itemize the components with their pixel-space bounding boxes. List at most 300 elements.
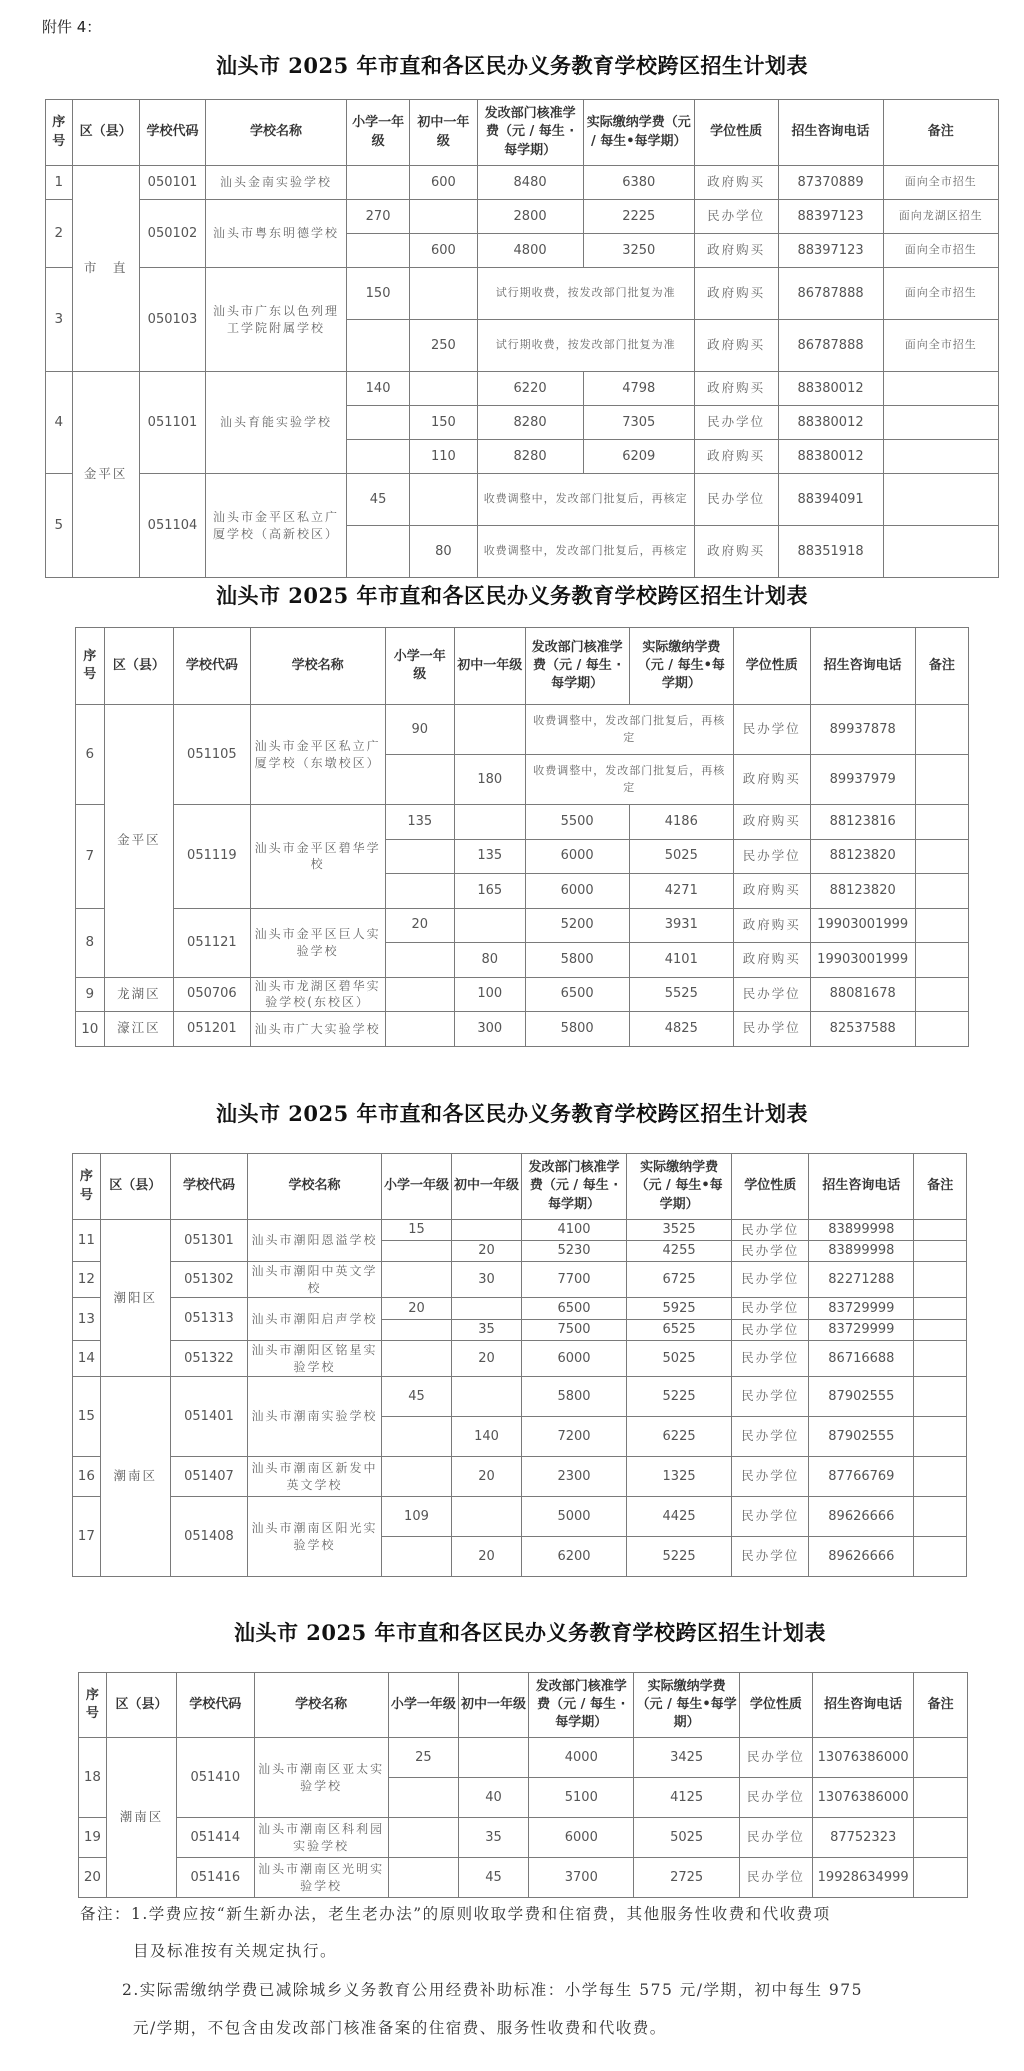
approved-fee-cell: 3700 [529,1858,634,1898]
phone-cell: 87766769 [809,1457,914,1497]
junior-quota-cell: 165 [455,874,526,909]
primary-quota-cell [385,874,454,909]
primary-quota-cell: 20 [381,1298,451,1320]
nature-cell: 民办学位 [732,1417,809,1457]
junior-quota-cell: 110 [410,440,477,474]
seq-cell: 10 [76,1012,105,1047]
primary-quota-cell: 135 [385,805,454,840]
remark-cell [915,839,968,874]
nature-cell: 政府购买 [733,755,810,805]
school-name-cell: 汕头市潮南区科利园实验学校 [254,1818,388,1858]
approved-fee-cell: 6000 [525,874,629,909]
phone-cell: 82271288 [809,1262,914,1298]
approved-fee-cell: 8480 [477,166,583,200]
header-primary: 小学一年级 [346,100,409,166]
remark-cell: 面向全市招生 [883,234,998,268]
fee-note-cell: 收费调整中，发改部门批复后，再核定 [525,705,733,755]
actual-fee-cell: 4425 [627,1497,732,1537]
remark-cell [915,705,968,755]
actual-fee-cell: 5025 [634,1818,739,1858]
primary-quota-cell: 45 [346,474,409,526]
school-code-cell: 051408 [170,1497,247,1577]
actual-fee-cell: 4271 [629,874,733,909]
junior-quota-cell: 600 [410,166,477,200]
junior-quota-cell: 80 [455,943,526,978]
header-junior: 初中一年级 [458,1673,528,1738]
school-name-cell: 汕头市龙湖区碧华实验学校(东校区） [250,977,385,1012]
phone-cell: 19903001999 [810,908,915,943]
header-actual-fee: 实际缴纳学费（元 / 每生•每学期） [583,100,694,166]
seq-cell: 14 [73,1341,101,1377]
nature-cell: 政府购买 [694,440,778,474]
remark-cell [914,1262,967,1298]
approved-fee-cell: 7200 [522,1417,627,1457]
table-row [79,1738,968,1778]
phone-cell: 86787888 [778,268,883,320]
phone-cell: 87370889 [778,166,883,200]
actual-fee-cell: 2725 [634,1858,739,1898]
junior-quota-cell: 300 [455,1012,526,1047]
footnote-line-2: 目及标准按有关规定执行。 [133,1942,338,1960]
footnote-line-3: 2.实际需缴纳学费已减除城乡义务教育公用经费补助标准：小学每生 575 元/学期，初中每生 975 [122,1981,863,1999]
phone-cell: 83899998 [809,1241,914,1262]
header-name: 学校名称 [248,1154,382,1220]
school-code-cell: 050103 [139,268,205,372]
table-row [76,705,969,755]
phone-cell: 88081678 [810,977,915,1012]
remark-cell [883,406,998,440]
nature-cell: 政府购买 [694,166,778,200]
header-nature: 学位性质 [739,1673,812,1738]
phone-cell: 88397123 [778,234,883,268]
school-name-cell: 汕头市潮南区新发中英文学校 [248,1457,382,1497]
remark-cell: 面向全市招生 [883,320,998,372]
nature-cell: 政府购买 [733,805,810,840]
school-code-cell: 051201 [174,1012,251,1047]
primary-quota-cell [388,1858,458,1898]
header-primary: 小学一年级 [385,628,454,705]
table-title-1: 汕头市 2025 年市直和各区民办义务教育学校跨区招生计划表 [215,53,809,78]
school-name-cell: 汕头市金平区私立广厦学校（高新校区） [206,474,347,578]
district-cell: 潮阳区 [100,1220,170,1377]
approved-fee-cell: 5100 [529,1778,634,1818]
nature-cell: 民办学位 [739,1738,812,1778]
actual-fee-cell: 6225 [627,1417,732,1457]
nature-cell: 民办学位 [732,1497,809,1537]
header-row [46,100,999,166]
approved-fee-cell: 6000 [522,1341,627,1377]
actual-fee-cell: 4255 [627,1241,732,1262]
school-name-cell: 汕头市潮南区亚太实验学校 [254,1738,388,1818]
primary-quota-cell [385,839,454,874]
remark-cell: 面向龙湖区招生 [883,200,998,234]
remark-cell [914,1298,967,1320]
header-junior: 初中一年级 [410,100,477,166]
fee-note-cell: 收费调整中，发改部门批复后，再核定 [477,474,694,526]
school-name-cell: 汕头育能实验学校 [206,372,347,474]
seq-cell: 2 [46,200,73,268]
remark-cell [914,1497,967,1537]
junior-quota-cell: 35 [451,1320,521,1341]
seq-cell: 7 [76,805,105,909]
header-remark: 备注 [915,628,968,705]
header-name: 学校名称 [206,100,347,166]
primary-quota-cell [385,755,454,805]
header-primary: 小学一年级 [381,1154,451,1220]
remark-cell [914,1417,967,1457]
junior-quota-cell [451,1377,521,1417]
school-name-cell: 汕头市广大实验学校 [250,1012,385,1047]
school-code-cell: 051301 [170,1220,247,1262]
phone-cell: 88123820 [810,874,915,909]
nature-cell: 民办学位 [732,1262,809,1298]
district-cell: 金平区 [104,705,173,978]
school-code-cell: 051414 [177,1818,254,1858]
district-cell: 龙湖区 [104,977,173,1012]
seq-cell: 13 [73,1298,101,1341]
junior-quota-cell: 30 [451,1262,521,1298]
actual-fee-cell: 6380 [583,166,694,200]
remark-cell [914,1858,968,1898]
phone-cell: 89626666 [809,1537,914,1577]
primary-quota-cell [381,1417,451,1457]
actual-fee-cell: 4125 [634,1778,739,1818]
header-phone: 招生咨询电话 [813,1673,914,1738]
primary-quota-cell: 90 [385,705,454,755]
approved-fee-cell: 4000 [529,1738,634,1778]
phone-cell: 88123820 [810,839,915,874]
actual-fee-cell: 2225 [583,200,694,234]
remark-cell [883,526,998,578]
remark-cell [883,474,998,526]
school-name-cell: 汕头市潮阳区铭星实验学校 [248,1341,382,1377]
junior-quota-cell: 80 [410,526,477,578]
nature-cell: 民办学位 [732,1537,809,1577]
primary-quota-cell [381,1457,451,1497]
approved-fee-cell: 8280 [477,440,583,474]
table-row [73,1497,967,1537]
school-code-cell: 051410 [177,1738,254,1818]
primary-quota-cell [346,320,409,372]
junior-quota-cell [451,1298,521,1320]
actual-fee-cell: 5525 [629,977,733,1012]
remark-cell: 面向全市招生 [883,166,998,200]
table-row [76,977,969,1012]
junior-quota-cell: 600 [410,234,477,268]
junior-quota-cell [410,268,477,320]
table-row [46,200,999,234]
nature-cell: 民办学位 [733,977,810,1012]
phone-cell: 87902555 [809,1377,914,1417]
approved-fee-cell: 4800 [477,234,583,268]
junior-quota-cell: 20 [451,1537,521,1577]
primary-quota-cell [381,1341,451,1377]
table-row [46,166,999,200]
district-cell: 濠江区 [104,1012,173,1047]
phone-cell: 83899998 [809,1220,914,1241]
school-code-cell: 050102 [139,200,205,268]
nature-cell: 民办学位 [732,1377,809,1417]
header-primary: 小学一年级 [388,1673,458,1738]
remark-cell [915,977,968,1012]
table-row [73,1377,967,1417]
school-name-cell: 汕头市潮阳中英文学校 [248,1262,382,1298]
primary-quota-cell [388,1778,458,1818]
table-title-3: 汕头市 2025 年市直和各区民办义务教育学校跨区招生计划表 [215,1101,809,1126]
primary-quota-cell: 45 [381,1377,451,1417]
table-row [73,1220,967,1241]
header-junior: 初中一年级 [455,628,526,705]
header-phone: 招生咨询电话 [778,100,883,166]
enrollment-table-4 [78,1672,968,1898]
nature-cell: 政府购买 [694,268,778,320]
junior-quota-cell: 140 [451,1417,521,1457]
primary-quota-cell [385,1012,454,1047]
remark-cell [914,1320,967,1341]
nature-cell: 民办学位 [732,1241,809,1262]
header-phone: 招生咨询电话 [810,628,915,705]
primary-quota-cell [346,166,409,200]
header-seq: 序号 [46,100,73,166]
school-name-cell: 汕头市金平区私立广厦学校（东墩校区） [250,705,385,805]
phone-cell: 88123816 [810,805,915,840]
junior-quota-cell: 45 [458,1858,528,1898]
header-row [76,628,969,705]
approved-fee-cell: 6220 [477,372,583,406]
nature-cell: 政府购买 [694,372,778,406]
header-code: 学校代码 [177,1673,254,1738]
nature-cell: 民办学位 [732,1298,809,1320]
school-code-cell: 051407 [170,1457,247,1497]
table-row [73,1457,967,1497]
seq-cell: 11 [73,1220,101,1262]
footnote-line-1: 备注：1.学费应按“新生新办法，老生老办法”的原则收取学费和住宿费，其他服务性收费和代收费项 [80,1905,831,1923]
remark-cell [915,1012,968,1047]
nature-cell: 政府购买 [733,874,810,909]
primary-quota-cell [381,1241,451,1262]
district-cell: 金平区 [72,372,139,578]
nature-cell: 民办学位 [732,1341,809,1377]
approved-fee-cell: 4100 [522,1220,627,1241]
phone-cell: 88351918 [778,526,883,578]
table-row [76,805,969,840]
approved-fee-cell: 5000 [522,1497,627,1537]
school-name-cell: 汕头市广东以色列理工学院附属学校 [206,268,347,372]
district-cell: 市 直 [72,166,139,372]
table-row [76,1012,969,1047]
header-code: 学校代码 [174,628,251,705]
actual-fee-cell: 6725 [627,1262,732,1298]
fee-note-cell: 收费调整中，发改部门批复后，再核定 [525,755,733,805]
header-approved-fee: 发改部门核准学费（元 / 每生 · 每学期） [525,628,629,705]
primary-quota-cell: 15 [381,1220,451,1241]
junior-quota-cell [451,1497,521,1537]
remark-cell [914,1241,967,1262]
school-code-cell: 050101 [139,166,205,200]
phone-cell: 87752323 [813,1818,914,1858]
junior-quota-cell: 20 [451,1457,521,1497]
header-district: 区（县） [104,628,173,705]
seq-cell: 8 [76,908,105,977]
seq-cell: 12 [73,1262,101,1298]
phone-cell: 87902555 [809,1417,914,1457]
fee-note-cell: 收费调整中，发改部门批复后，再核定 [477,526,694,578]
table-row [79,1818,968,1858]
table-row [73,1298,967,1320]
phone-cell: 19903001999 [810,943,915,978]
actual-fee-cell: 3425 [634,1738,739,1778]
phone-cell: 88394091 [778,474,883,526]
header-approved-fee: 发改部门核准学费（元 / 每生 · 每学期） [477,100,583,166]
primary-quota-cell: 25 [388,1738,458,1778]
enrollment-table-3 [72,1153,967,1577]
phone-cell: 83729999 [809,1320,914,1341]
primary-quota-cell: 150 [346,268,409,320]
approved-fee-cell: 7700 [522,1262,627,1298]
actual-fee-cell: 5025 [629,839,733,874]
primary-quota-cell [346,406,409,440]
table-row [79,1858,968,1898]
nature-cell: 政府购买 [733,943,810,978]
school-name-cell: 汕头市潮南区阳光实验学校 [248,1497,382,1577]
remark-cell [915,874,968,909]
header-seq: 序号 [76,628,105,705]
approved-fee-cell: 7500 [522,1320,627,1341]
actual-fee-cell: 5225 [627,1537,732,1577]
remark-cell [915,908,968,943]
actual-fee-cell: 3250 [583,234,694,268]
approved-fee-cell: 8280 [477,406,583,440]
phone-cell: 88380012 [778,440,883,474]
nature-cell: 民办学位 [694,406,778,440]
actual-fee-cell: 4798 [583,372,694,406]
table-title-4: 汕头市 2025 年市直和各区民办义务教育学校跨区招生计划表 [233,1620,827,1645]
table-row [73,1262,967,1298]
header-nature: 学位性质 [733,628,810,705]
junior-quota-cell: 20 [451,1341,521,1377]
approved-fee-cell: 6500 [525,977,629,1012]
nature-cell: 民办学位 [733,705,810,755]
seq-cell: 18 [79,1738,107,1818]
actual-fee-cell: 5025 [627,1341,732,1377]
junior-quota-cell: 180 [455,755,526,805]
header-remark: 备注 [914,1673,968,1738]
junior-quota-cell: 135 [455,839,526,874]
junior-quota-cell [451,1220,521,1241]
remark-cell [914,1457,967,1497]
junior-quota-cell [455,908,526,943]
seq-cell: 20 [79,1858,107,1898]
approved-fee-cell: 6500 [522,1298,627,1320]
primary-quota-cell [381,1262,451,1298]
nature-cell: 民办学位 [733,839,810,874]
table-row [46,268,999,320]
nature-cell: 民办学位 [732,1457,809,1497]
junior-quota-cell: 40 [458,1778,528,1818]
primary-quota-cell [388,1818,458,1858]
approved-fee-cell: 6000 [525,839,629,874]
header-approved-fee: 发改部门核准学费（元 / 每生 · 每学期） [522,1154,627,1220]
nature-cell: 民办学位 [739,1778,812,1818]
school-code-cell: 051401 [170,1377,247,1457]
header-seq: 序号 [79,1673,107,1738]
phone-cell: 83729999 [809,1298,914,1320]
seq-cell: 16 [73,1457,101,1497]
header-nature: 学位性质 [732,1154,809,1220]
actual-fee-cell: 3931 [629,908,733,943]
header-code: 学校代码 [139,100,205,166]
school-name-cell: 汕头市金平区碧华学校 [250,805,385,909]
table-row [76,908,969,943]
remark-cell [914,1341,967,1377]
school-code-cell: 051101 [139,372,205,474]
primary-quota-cell: 20 [385,908,454,943]
nature-cell: 民办学位 [732,1320,809,1341]
primary-quota-cell [381,1537,451,1577]
school-code-cell: 051121 [174,908,251,977]
junior-quota-cell: 20 [451,1241,521,1262]
phone-cell: 86787888 [778,320,883,372]
table-title-2: 汕头市 2025 年市直和各区民办义务教育学校跨区招生计划表 [215,583,809,608]
header-actual-fee: 实际缴纳学费（元 / 每生•每学期） [634,1673,739,1738]
header-phone: 招生咨询电话 [809,1154,914,1220]
header-junior: 初中一年级 [451,1154,521,1220]
school-name-cell: 汕头市潮阳启声学校 [248,1298,382,1341]
junior-quota-cell [455,805,526,840]
nature-cell: 民办学位 [694,474,778,526]
header-nature: 学位性质 [694,100,778,166]
remark-cell [914,1778,968,1818]
approved-fee-cell: 5500 [525,805,629,840]
approved-fee-cell: 5800 [525,1012,629,1047]
table-row [73,1341,967,1377]
remark-cell [914,1738,968,1778]
seq-cell: 9 [76,977,105,1012]
junior-quota-cell [458,1738,528,1778]
actual-fee-cell: 4825 [629,1012,733,1047]
school-name-cell: 汕头市潮南实验学校 [248,1377,382,1457]
header-district: 区（县） [72,100,139,166]
remark-cell [915,755,968,805]
remark-cell: 面向全市招生 [883,268,998,320]
phone-cell: 86716688 [809,1341,914,1377]
primary-quota-cell: 140 [346,372,409,406]
approved-fee-cell: 2300 [522,1457,627,1497]
approved-fee-cell: 2800 [477,200,583,234]
seq-cell: 1 [46,166,73,200]
school-code-cell: 051302 [170,1262,247,1298]
enrollment-table-2 [75,627,969,1047]
primary-quota-cell: 109 [381,1497,451,1537]
school-name-cell: 汕头金南实验学校 [206,166,347,200]
fee-note-cell: 试行期收费，按发改部门批复为准 [477,320,694,372]
phone-cell: 89626666 [809,1497,914,1537]
school-code-cell: 051104 [139,474,205,578]
header-code: 学校代码 [170,1154,247,1220]
header-actual-fee: 实际缴纳学费（元 / 每生•每学期） [627,1154,732,1220]
junior-quota-cell: 100 [455,977,526,1012]
junior-quota-cell [410,474,477,526]
header-district: 区（县） [100,1154,170,1220]
phone-cell: 89937878 [810,705,915,755]
remark-cell [883,440,998,474]
actual-fee-cell: 4186 [629,805,733,840]
approved-fee-cell: 5200 [525,908,629,943]
primary-quota-cell: 270 [346,200,409,234]
junior-quota-cell: 150 [410,406,477,440]
remark-cell [915,943,968,978]
nature-cell: 民办学位 [739,1818,812,1858]
